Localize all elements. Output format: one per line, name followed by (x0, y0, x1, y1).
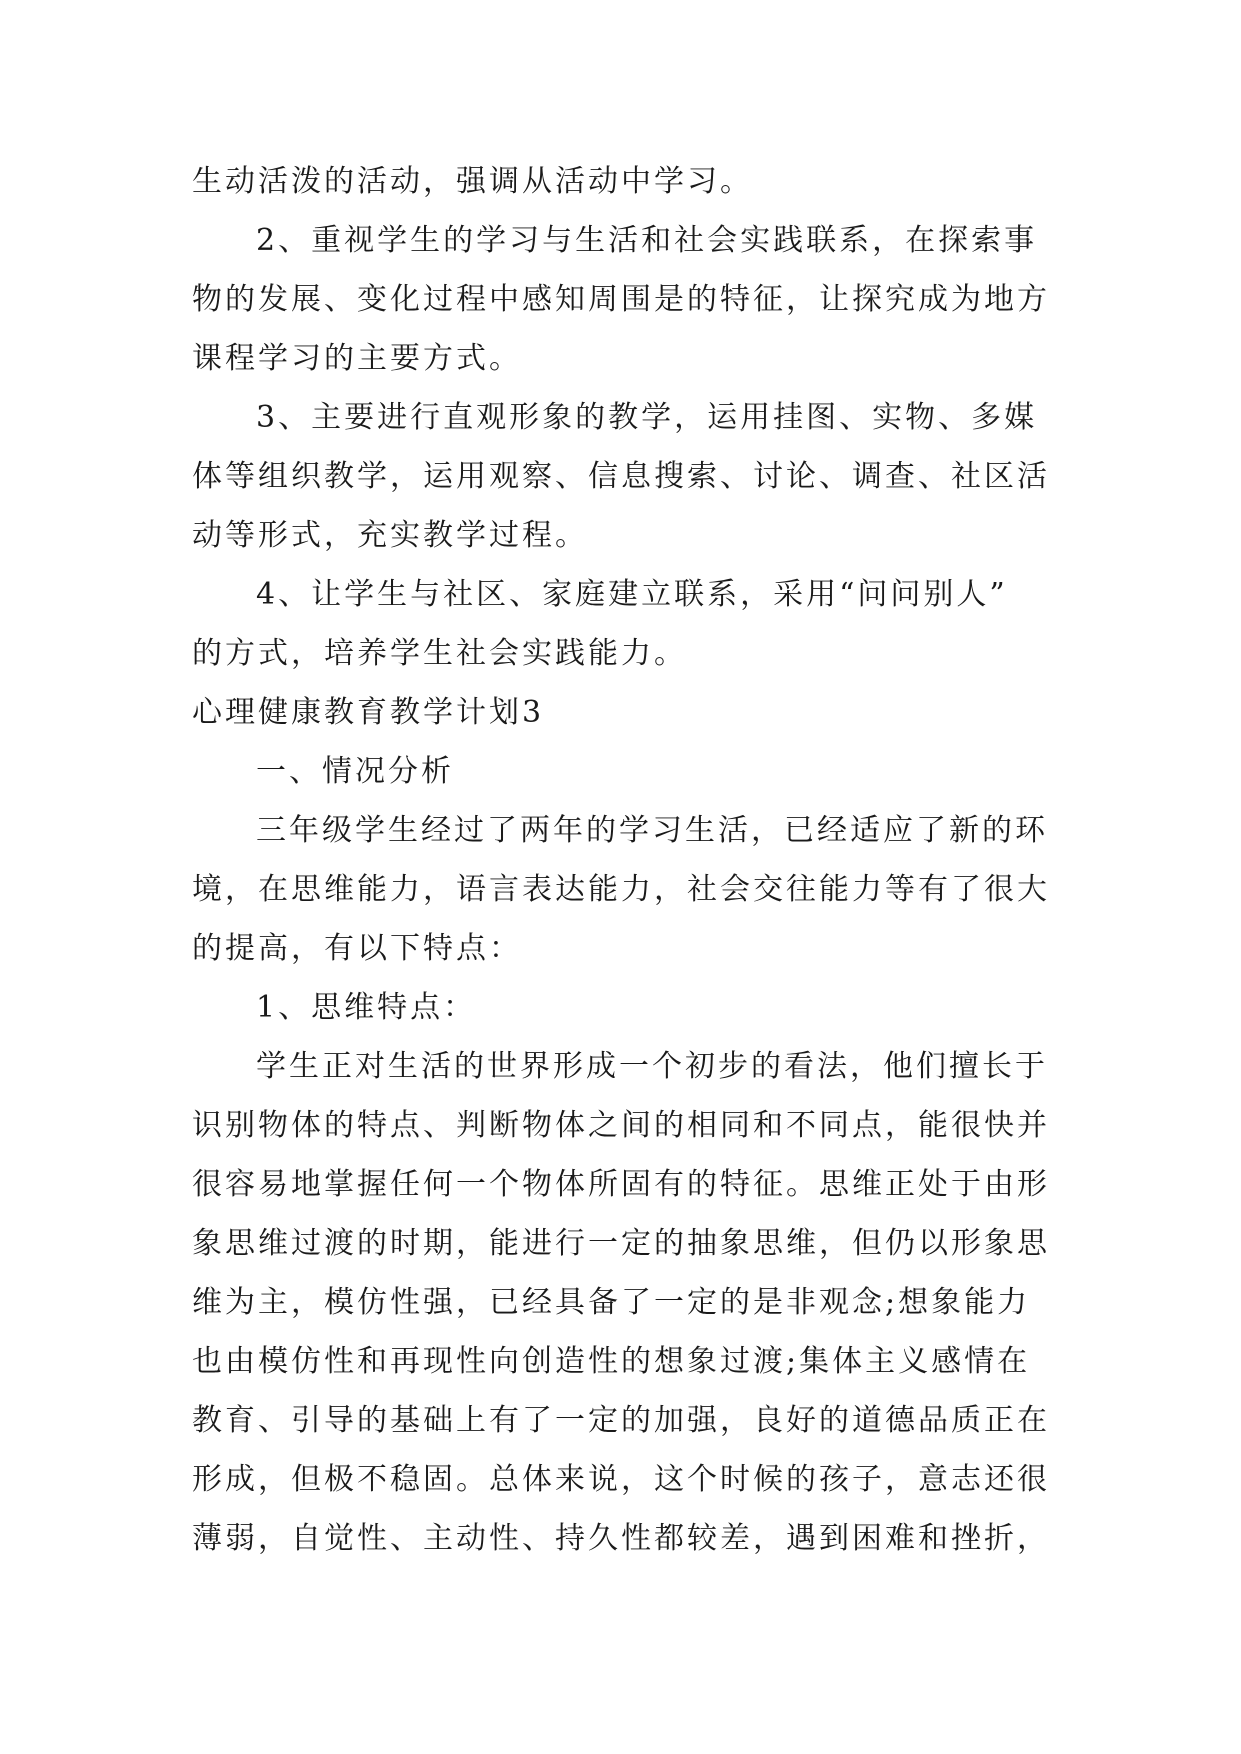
text-line: 教育、引导的基础上有了一定的加强，良好的道德品质正在 (192, 1403, 1050, 1438)
text-line: 3、主要进行直观形象的教学，运用挂图、实物、多媒 (256, 400, 1038, 435)
text-line: 识别物体的特点、判断物体之间的相同和不同点，能很快并 (192, 1108, 1050, 1143)
text-line: 1、思维特点： (256, 990, 477, 1025)
text-line: 课程学习的主要方式。 (192, 341, 522, 376)
text-line: 薄弱，自觉性、主动性、持久性都较差，遇到困难和挫折， (192, 1521, 1050, 1556)
text-line: 物的发展、变化过程中感知周围是的特征，让探究成为地方 (192, 282, 1050, 317)
text-line: 很容易地掌握任何一个物体所固有的特征。思维正处于由形 (192, 1167, 1050, 1202)
text-line: 境，在思维能力，语言表达能力，社会交往能力等有了很大 (192, 872, 1050, 907)
text-line: 象思维过渡的时期，能进行一定的抽象思维，但仍以形象思 (192, 1226, 1050, 1261)
text-line: 的方式，培养学生社会实践能力。 (192, 636, 687, 671)
document-body (192, 152, 1072, 1568)
text-line: 一、情况分析 (256, 754, 454, 789)
text-line: 体等组织教学，运用观察、信息搜索、讨论、调查、社区活 (192, 459, 1050, 494)
text-line: 学生正对生活的世界形成一个初步的看法，他们擅长于 (256, 1049, 1048, 1084)
text-line: 维为主，模仿性强，已经具备了一定的是非观念;想象能力 (192, 1285, 1031, 1320)
text-line: 心理健康教育教学计划3 (192, 695, 545, 730)
text-line: 动等形式，充实教学过程。 (192, 518, 588, 553)
text-line: 也由模仿性和再现性向创造性的想象过渡;集体主义感情在 (192, 1344, 1031, 1379)
text-line: 4、让学生与社区、家庭建立联系，采用“问问别人” (256, 577, 1008, 612)
text-line: 形成，但极不稳固。总体来说，这个时候的孩子，意志还很 (192, 1462, 1050, 1497)
text-line: 三年级学生经过了两年的学习生活，已经适应了新的环 (256, 813, 1048, 848)
text-line: 生动活泼的活动，强调从活动中学习。 (192, 164, 753, 199)
text-line: 2、重视学生的学习与生活和社会实践联系，在探索事 (256, 223, 1038, 258)
text-line: 的提高，有以下特点： (192, 931, 522, 966)
